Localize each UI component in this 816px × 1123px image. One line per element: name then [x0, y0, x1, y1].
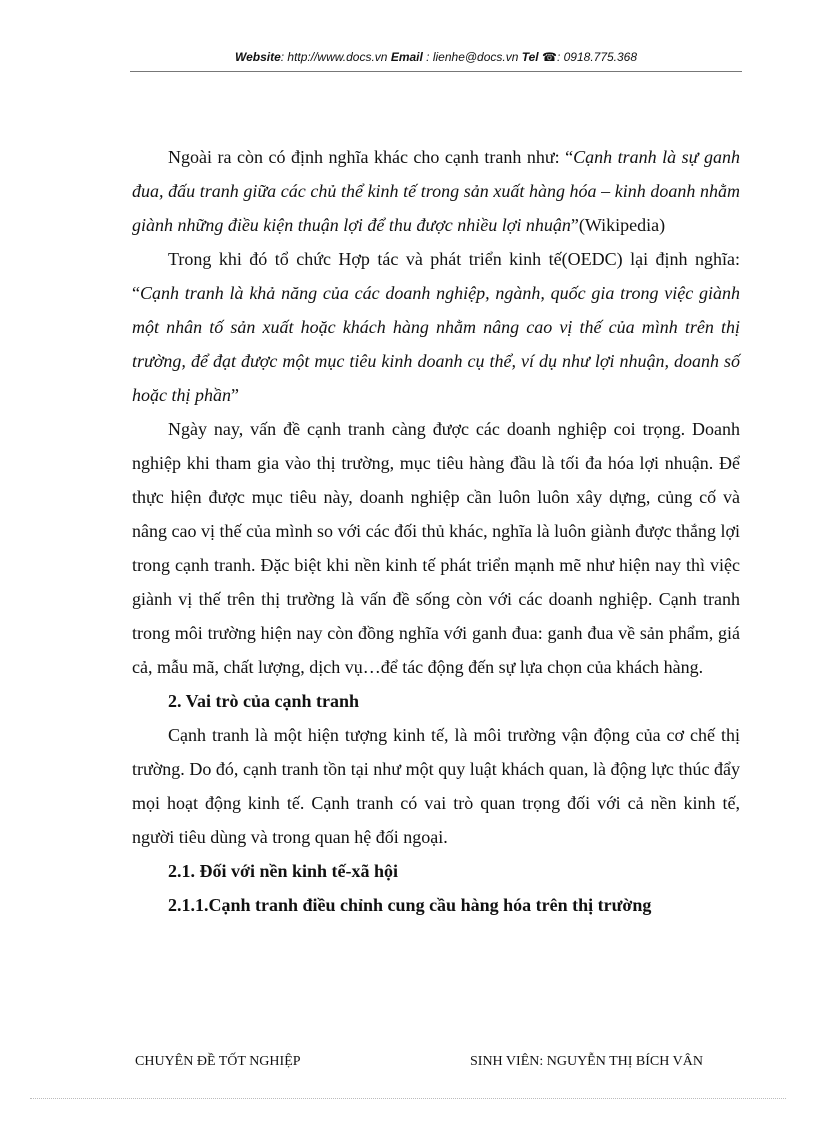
page-bottom-rule	[30, 1098, 786, 1099]
heading-section-2-1: 2.1. Đối với nền kinh tế-xã hội	[168, 861, 399, 881]
website-label: Website	[234, 50, 281, 64]
paragraph-definition-wikipedia	[132, 140, 740, 242]
page-header	[130, 50, 742, 64]
footer-left: CHUYÊN ĐỀ TỐT NGHIỆP	[135, 1054, 301, 1069]
heading-section-2-1-1: 2.1.1.Cạnh tranh điều chỉnh cung cầu hàng hóa trên thị trường	[168, 895, 652, 915]
paragraph-definition-oecd	[132, 242, 740, 412]
tel-label: Tel	[521, 50, 539, 64]
heading-section-2: 2. Vai trò của cạnh tranh	[168, 691, 360, 711]
tel-value: : 0918.775.368	[556, 50, 638, 64]
document-body	[132, 140, 740, 922]
footer-right: SINH VIÊN: NGUYỄN THỊ BÍCH VÂN	[470, 1054, 703, 1069]
website-value[interactable]: : http://www.docs.vn	[280, 50, 388, 64]
p2-end: ”	[231, 385, 239, 405]
p1-text: Ngoài ra còn có định nghĩa khác cho cạnh tranh như: “	[168, 147, 574, 167]
p2-text: Trong khi đó tổ chức Hợp tác và phát triển kinh tế(OEDC) lại định nghĩa: “	[132, 249, 740, 303]
header-divider	[130, 71, 742, 72]
email-value[interactable]: : lienhe@docs.vn	[426, 50, 519, 64]
p2-quote: Cạnh tranh là khả năng của các doanh nghiệp, ngành, quốc gia trong việc giành một nhân tố sản xuất hoặc khách hàng nhằm nâng cao vị thế của mình trên thị trường, để đạt được một mục tiêu kinh doanh cụ thể, ví dụ như lợi nhuận, doanh số hoặc thị phần	[132, 283, 740, 405]
paragraph-role-of-competition: Cạnh tranh là một hiện tượng kinh tế, là môi trường vận động của cơ chế thị trường. Do đó, cạnh tranh tồn tại như một quy luật khách quan, là động lực thúc đẩy mọi hoạt động kinh tế. Cạnh tranh có vai trò quan trọng đối với cả nền kinh tế, người tiêu dùng và trong quan hệ đối ngoại.	[132, 725, 740, 847]
email-label: Email	[390, 50, 423, 64]
p1-source: ”(Wikipedia)	[570, 215, 666, 235]
phone-icon: ☎	[542, 50, 557, 64]
p1-quote: Cạnh tranh là sự ganh đua, đấu tranh giữa các chủ thể kinh tế trong sản xuất hàng hóa – kinh doanh nhằm giành những điều kiện thuận lợi để thu được nhiều lợi nhuận	[132, 147, 740, 235]
paragraph-competition-today: Ngày nay, vấn đề cạnh tranh càng được các doanh nghiệp coi trọng. Doanh nghiệp khi tham gia vào thị trường, mục tiêu hàng đầu là tối đa hóa lợi nhuận. Để thực hiện được mục tiêu này, doanh nghiệp cần luôn luôn xây dựng, củng cố và nâng cao vị thế của mình so với các đối thủ khác, nghĩa là luôn giành được thắng lợi trong cạnh tranh. Đặc biệt khi nền kinh tế phát triển mạnh mẽ như hiện nay thì việc giành vị thế trên thị trường là vấn đề sống còn với các doanh nghiệp. Cạnh tranh trong môi trường hiện nay còn đồng nghĩa với ganh đua: ganh đua về sản phẩm, giá cả, mẫu mã, chất lượng, dịch vụ…để tác động đến sự lựa chọn của khách hàng.	[132, 419, 740, 677]
